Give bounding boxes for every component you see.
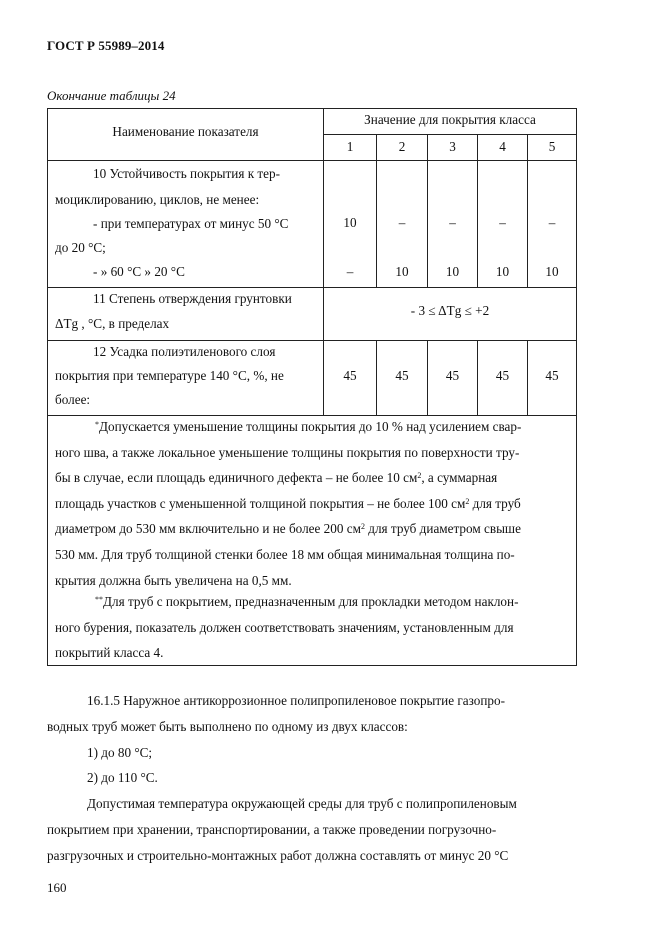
footnote-line: *Допускается уменьшение толщины покрытия до 10 % над усилением свар-	[95, 419, 522, 434]
row10-text: 10 Устойчивость покрытия к тер-	[93, 166, 281, 181]
document-header: ГОСТ Р 55989–2014	[47, 38, 165, 53]
class-number: 3	[449, 139, 456, 154]
row10-value: –	[449, 215, 456, 230]
page-number: 160	[47, 880, 67, 895]
paragraph-line: водных труб может быть выполнено по одному из двух классов:	[47, 718, 408, 734]
row10-value: 10	[343, 215, 357, 230]
row10-value: –	[398, 215, 406, 230]
table-caption: Окончание таблицы 24	[47, 88, 176, 103]
row10-value: –	[548, 215, 556, 230]
row10-text: до 20 °С;	[55, 240, 106, 255]
row12-text: 12 Усадка полиэтиленового слоя	[93, 344, 276, 359]
footnote-mark: **	[95, 595, 103, 604]
row11-value: - 3 ≤ ΔTg ≤ +2	[410, 303, 490, 318]
row10-value: 10	[395, 264, 409, 279]
row12-text: более:	[55, 392, 91, 407]
class-number: 4	[499, 139, 506, 154]
footnote-line: крытия должна быть увеличена на 0,5 мм.	[55, 572, 292, 588]
param-column-header: Наименование показателя	[112, 124, 259, 139]
paragraph-line: 16.1.5 Наружное антикоррозионное полипропиленовое покрытие газопро-	[87, 693, 505, 708]
row12-value: 45	[545, 368, 559, 383]
row10-text: моциклированию, циклов, не менее:	[55, 192, 260, 207]
row12-text: покрытия при температуре 140 °С, %, не	[55, 368, 284, 383]
footnote-line: **Для труб с покрытием, предназначенным для прокладки методом наклон-	[95, 594, 519, 609]
row12-value: 45	[495, 368, 510, 383]
row10-value: –	[499, 215, 506, 230]
paragraph-16-1-5	[47, 688, 568, 869]
row10-value: 10	[495, 264, 510, 279]
row11-text: 11 Степень отверждения грунтовки	[93, 291, 292, 306]
row10-text: - » 60 °С » 20 °С	[93, 264, 185, 279]
row12-value: 45	[343, 368, 357, 383]
paragraph-line: покрытием при хранении, транспортировании, а также проведении погрузочно-	[47, 821, 497, 837]
row12-value: 45	[395, 368, 409, 383]
footnote-mark: *	[95, 420, 99, 429]
row10-value: 10	[445, 264, 460, 279]
footnote-line: диаметром до 530 мм включительно и не более 200 $см^2$ для труб диаметром свыше	[55, 521, 521, 537]
footnote-line: ного шва, а также локальное уменьшение толщины покрытия по поверхности тру-	[55, 444, 520, 460]
footnote-line: бы в случае, если площадь единичного дефекта – не более 10 $см^2$, а суммарная	[55, 470, 498, 486]
row10-value: 10	[545, 264, 559, 279]
footnote-line: ного бурения, показатель должен соответствовать значениям, установленным для	[55, 619, 514, 635]
row10-value: –	[346, 264, 354, 279]
footnote-line: покрытий класса 4.	[55, 645, 164, 661]
class-number: 5	[548, 139, 556, 154]
footnote-1	[55, 414, 572, 593]
footnote-2	[55, 589, 572, 666]
list-item: 1) до 80 °С;	[87, 744, 153, 760]
footnote-line: 530 мм. Для труб толщиной стенки более 18 мм общая минимальная толщина по-	[55, 546, 515, 562]
class-number: 1	[346, 139, 354, 154]
footnote-line: площадь участков с уменьшенной толщиной покрытия – не более 100 $см^2$ для труб	[55, 495, 521, 511]
row12-value: 45	[445, 368, 460, 383]
row11-text: ΔTg , °С, в пределах	[55, 316, 170, 331]
class-number: 2	[398, 139, 406, 154]
paragraph-line: Допустимая температура окружающей среды для труб с полипропиленовым	[87, 796, 517, 812]
row10-text: - при температурах от минус 50 °С	[93, 216, 289, 231]
list-item: 2) до 110 °С.	[87, 770, 158, 786]
value-column-header: Значение для покрытия класса	[364, 112, 536, 127]
paragraph-line: разгрузочных и строительно-монтажных работ должна составлять от минус 20 °С	[47, 847, 509, 863]
